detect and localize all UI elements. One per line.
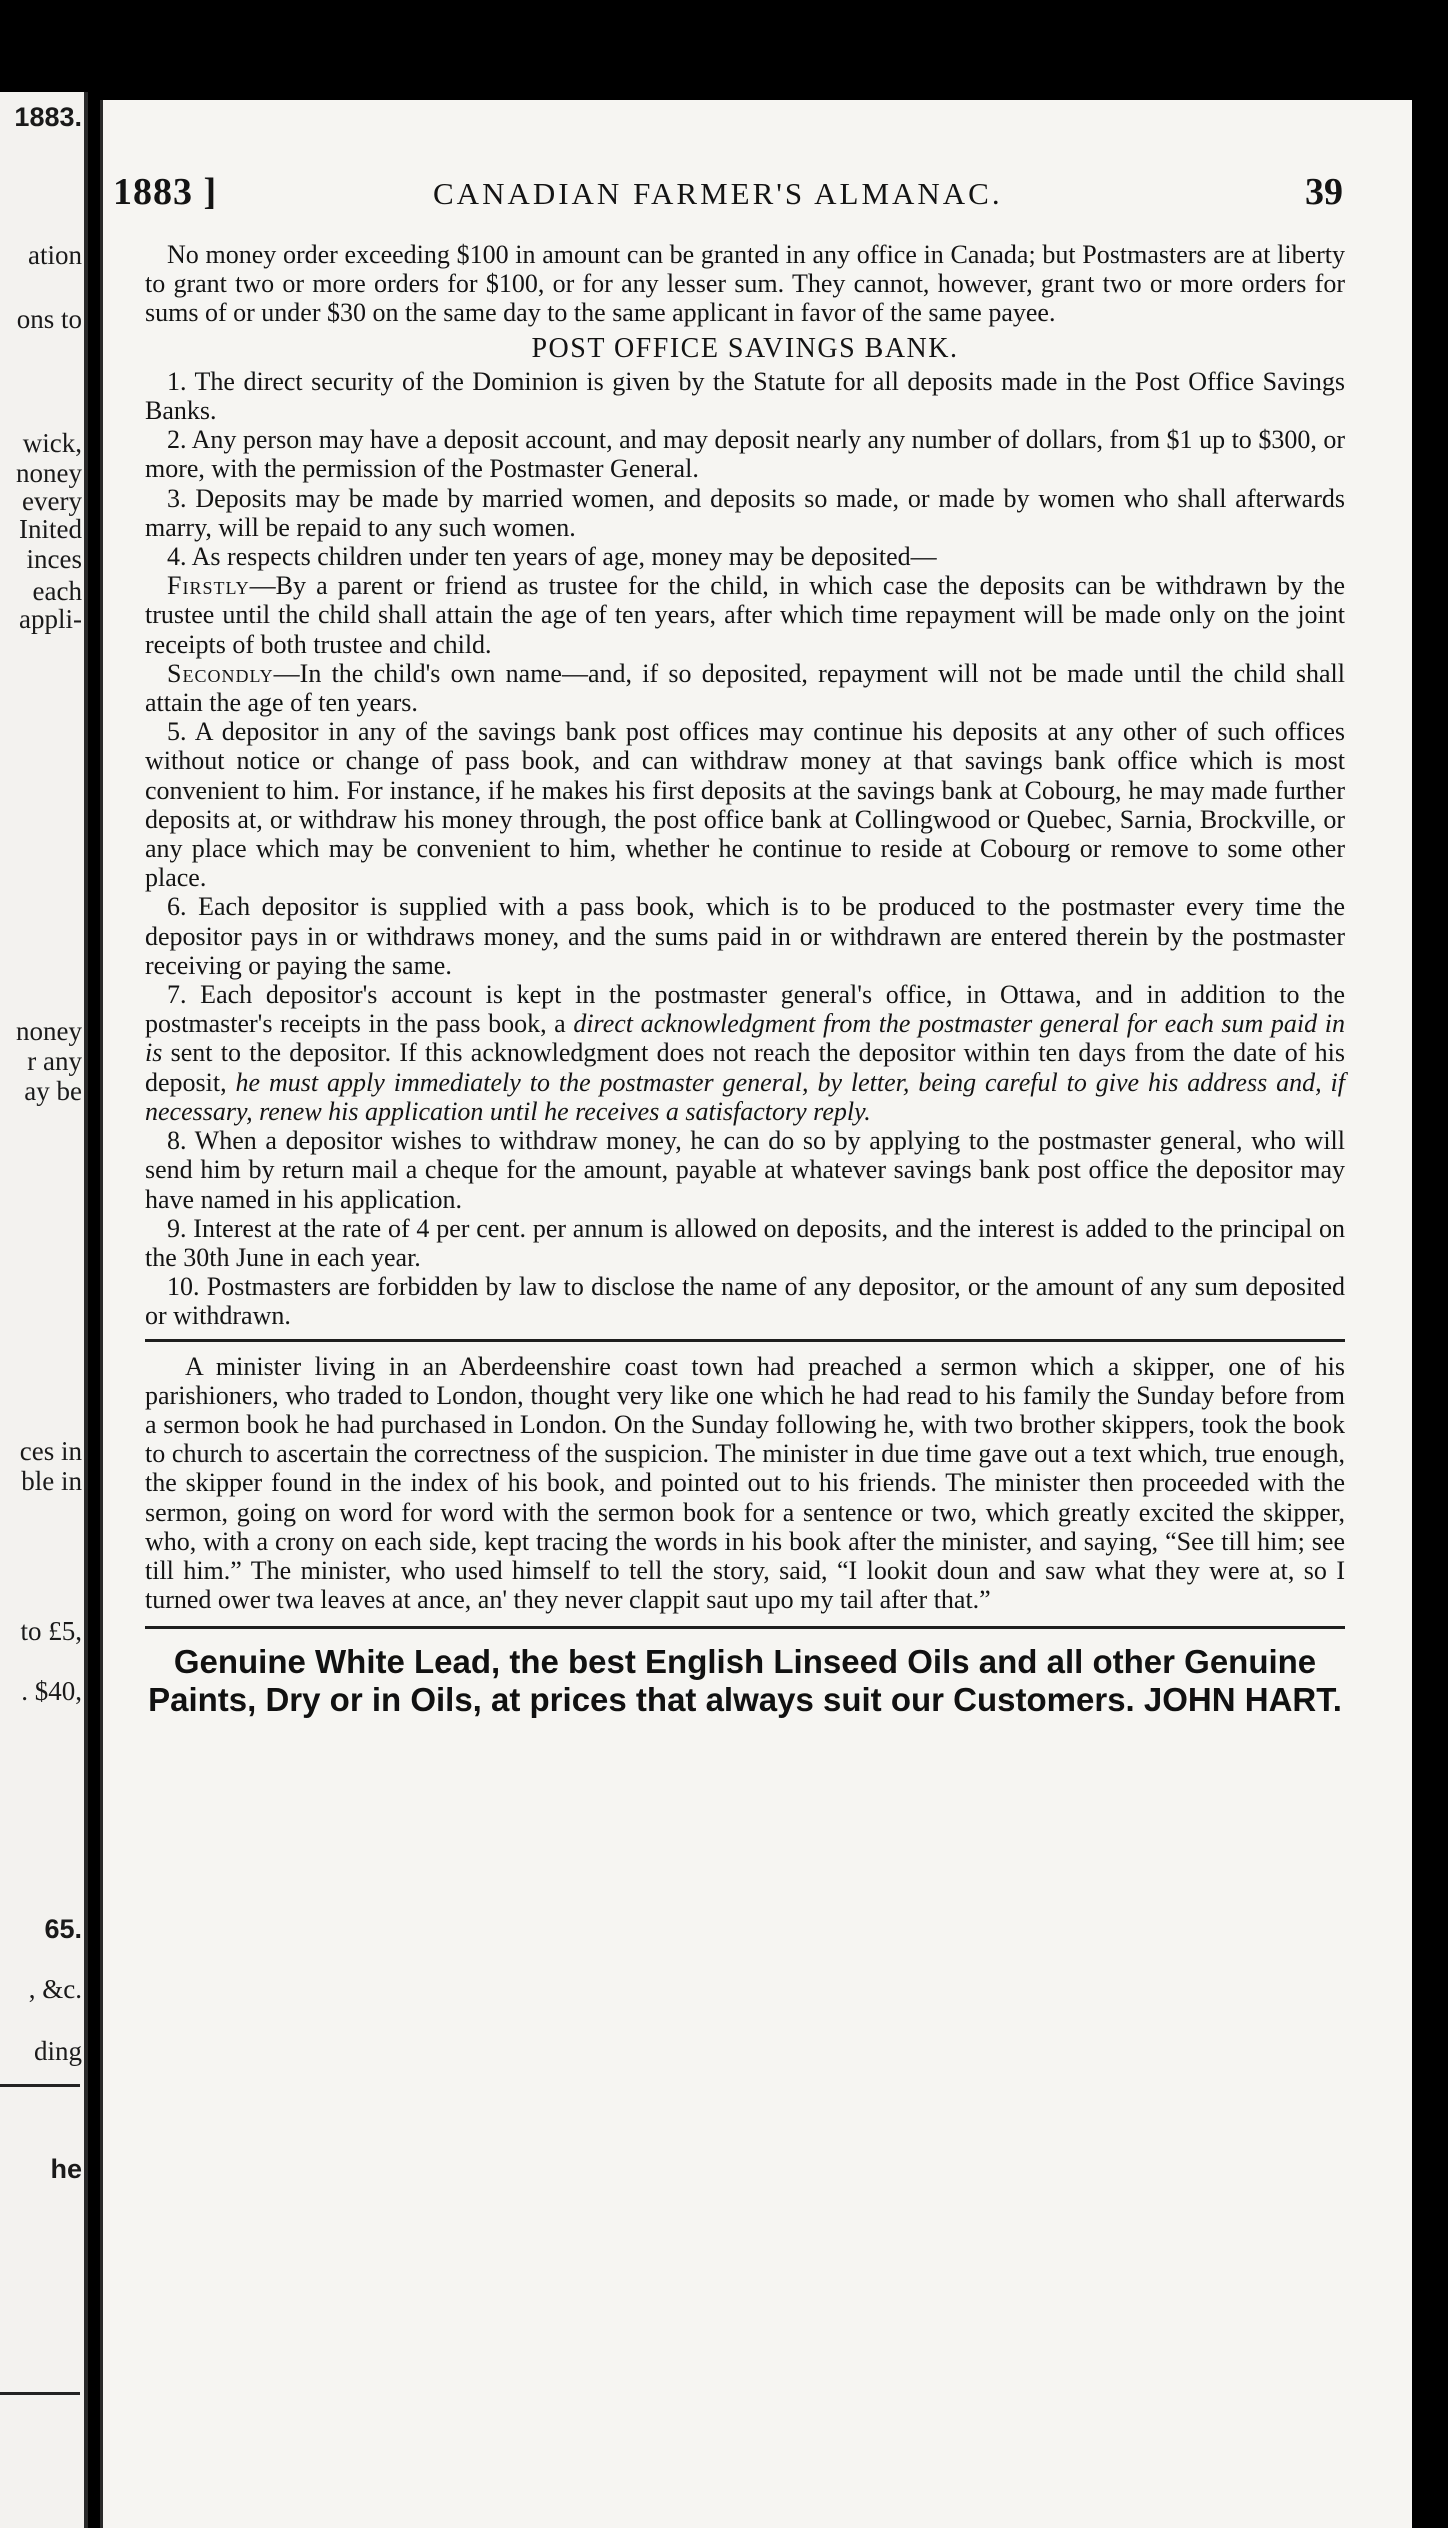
previous-page-fragment: Inited: [19, 514, 82, 544]
previous-page-fragment: , &c.: [28, 1974, 82, 2004]
previous-page-fragment: he: [50, 2154, 82, 2184]
previous-page-fragment: 65.: [44, 1914, 82, 1944]
previous-page-rule-bottom: [0, 2392, 80, 2395]
item-1: 1. The direct security of the Dominion is given by the Statute for all deposits made in the Post Office Savings Banks.: [145, 366, 1345, 426]
previous-page-fragment: ces in: [19, 1436, 82, 1466]
previous-page-fragment: ding: [33, 2036, 82, 2066]
previous-page-fragment: to £5,: [20, 1616, 82, 1646]
item-8: 8. When a depositor wishes to withdraw money, he can do so by applying to the postmaster general, who will send him by return mail a cheque for the amount, payable at whatever savings bank post office the depositor may have named in his application.: [145, 1126, 1345, 1214]
previous-page-fragment: inces: [26, 544, 82, 574]
previous-page-fragment: noney: [16, 458, 82, 488]
page-number: 39: [1305, 171, 1343, 213]
item-2: 2. Any person may have a deposit account, and may deposit nearly any number of dollars, from $1 up to $300, or more, with the permission of the Postmaster General.: [145, 425, 1345, 484]
secondly-paragraph: [145, 659, 1345, 717]
item-7: [145, 980, 1345, 1126]
advertisement: [145, 1643, 1345, 1719]
header-title: CANADIAN FARMER'S ALMANAC.: [433, 176, 1003, 211]
previous-page-fragment: wick,: [22, 428, 82, 458]
page-body: [145, 240, 1345, 1719]
firstly-paragraph: [145, 571, 1345, 659]
previous-page-fragment: every: [22, 486, 82, 516]
item-7-italic-1: direct acknowledgment from the postmaster general for each sum paid in is: [145, 1009, 1345, 1068]
previous-page-fragment: ble in: [21, 1466, 82, 1496]
item-7-part-c: sent to the depositor. If this acknowledgment does not reach the depositor within ten days from the date of his deposit,: [145, 1038, 1345, 1097]
previous-page-fragment: appli-: [19, 604, 82, 634]
previous-page-rule: [0, 2084, 80, 2087]
almanac-page: [100, 100, 1412, 2528]
section-title: POST OFFICE SAVINGS BANK.: [531, 332, 959, 364]
item-9: 9. Interest at the rate of 4 per cent. per annum is allowed on deposits, and the interest is added to the principal on the 30th June in each year.: [145, 1213, 1345, 1272]
item-7-part-a: 7. Each depositor's account is kept in the postmaster general's office, in Ottawa, and in addition to the postmaster's receipts in the pass book, a: [145, 980, 1345, 1039]
advertisement-text: Genuine White Lead, the best English Linseed Oils and all other Genuine Paints, Dry or in Oils, at prices that always suit our Customers. JOHN HART.: [148, 1643, 1342, 1719]
secondly-label: Secondly: [167, 658, 274, 688]
previous-page-fragment: ons to: [16, 304, 82, 334]
page-gutter-line: [84, 92, 88, 2528]
item-4: 4. As respects children under ten years of age, money may be deposited—: [167, 542, 937, 572]
item-7-italic-2: he must apply immediately to the postmaster general, by letter, being careful to give his address and, if necessary, renew his application until he receives a satisfactory reply.: [145, 1067, 1345, 1126]
firstly-label: Firstly: [167, 571, 250, 601]
advertisement-divider: [145, 1626, 1345, 1629]
item-3: 3. Deposits may be made by married women, and deposits so made, or made by women who shall afterwards marry, will be repaid to any such women.: [145, 483, 1345, 542]
previous-page-fragment: 1883.: [14, 102, 82, 132]
previous-page-fragment: noney: [16, 1016, 82, 1046]
previous-page-fragment: r any: [27, 1046, 82, 1076]
item-6: 6. Each depositor is supplied with a pass book, which is to be produced to the postmaster every time the depositor pays in or withdraws money, and the sums paid in or withdrawn are entered therein by the postmaster receiving or paying the same.: [145, 892, 1345, 980]
previous-page-fragment: ay be: [24, 1076, 82, 1106]
section-divider: [145, 1339, 1345, 1342]
running-header: [113, 170, 1343, 220]
previous-page-fragment: each: [32, 576, 82, 606]
secondly-text: —In the child's own name—and, if so deposited, repayment will not be made until the child shall attain the age of ten years.: [145, 658, 1345, 718]
previous-page-edge: [0, 92, 88, 2528]
header-year: 1883 ]: [113, 171, 218, 213]
money-order-paragraph: No money order exceeding $100 in amount can be granted in any office in Canada; but Postmasters are at liberty to grant two or more orders for $100, or for any lesser sum. They cannot, however, grant two or more orders for sums of or under $30 on the same day to the same applicant in favor of the same payee.: [145, 240, 1345, 328]
item-10: 10. Postmasters are forbidden by law to disclose the name of any depositor, or the amount of any sum deposited or withdrawn.: [145, 1272, 1345, 1331]
anecdote: [145, 1352, 1345, 1615]
firstly-text: —By a parent or friend as trustee for the child, in which case the deposits can be withdrawn by the trustee until the child shall attain the age of ten years, after which time repayment will be made only on the joint receipts of both trustee and child.: [145, 571, 1345, 659]
anecdote-paragraph: A minister living in an Aberdeenshire coast town had preached a sermon which a skipper, one of his parishioners, who traded to London, thought very like one which he had read to his family the Sunday before from a sermon book he had purchased in London. On the Sunday following he, with two brother skippers, took the book to church to ascertain the correctness of the suspicion. The minister in due time gave out a text which, true enough, the skipper found in the index of his book, and pointed out to his friends. The minister then proceeded with the sermon, going on word for word with the sermon book for a sentence or two, which greatly excited the skipper, who, with a crony on each side, kept tracing the words in his book after the minister, and saying, “See till him; see till him.” The minister, who used himself to tell the story, said, “I lookit doun and saw what they were at, so I turned ower twa leaves at ance, an' they never clappit saut upo my tail after that.”: [145, 1351, 1345, 1615]
previous-page-fragment: ation: [28, 240, 82, 270]
item-5: 5. A depositor in any of the savings bank post offices may continue his deposits at any other of such offices without notice or change of pass book, and can withdraw money at that savings bank office which is most convenient to him. For instance, if he makes his first deposits at the savings bank at Cobourg, he may made further deposits at, or withdraw his money through, the post office bank at Collingwood or Quebec, Sarnia, Brockville, or any place which may be convenient to him, whether he continue to reside at Cobourg or remove to some other place.: [145, 717, 1345, 893]
previous-page-fragment: . $40,: [21, 1676, 82, 1706]
